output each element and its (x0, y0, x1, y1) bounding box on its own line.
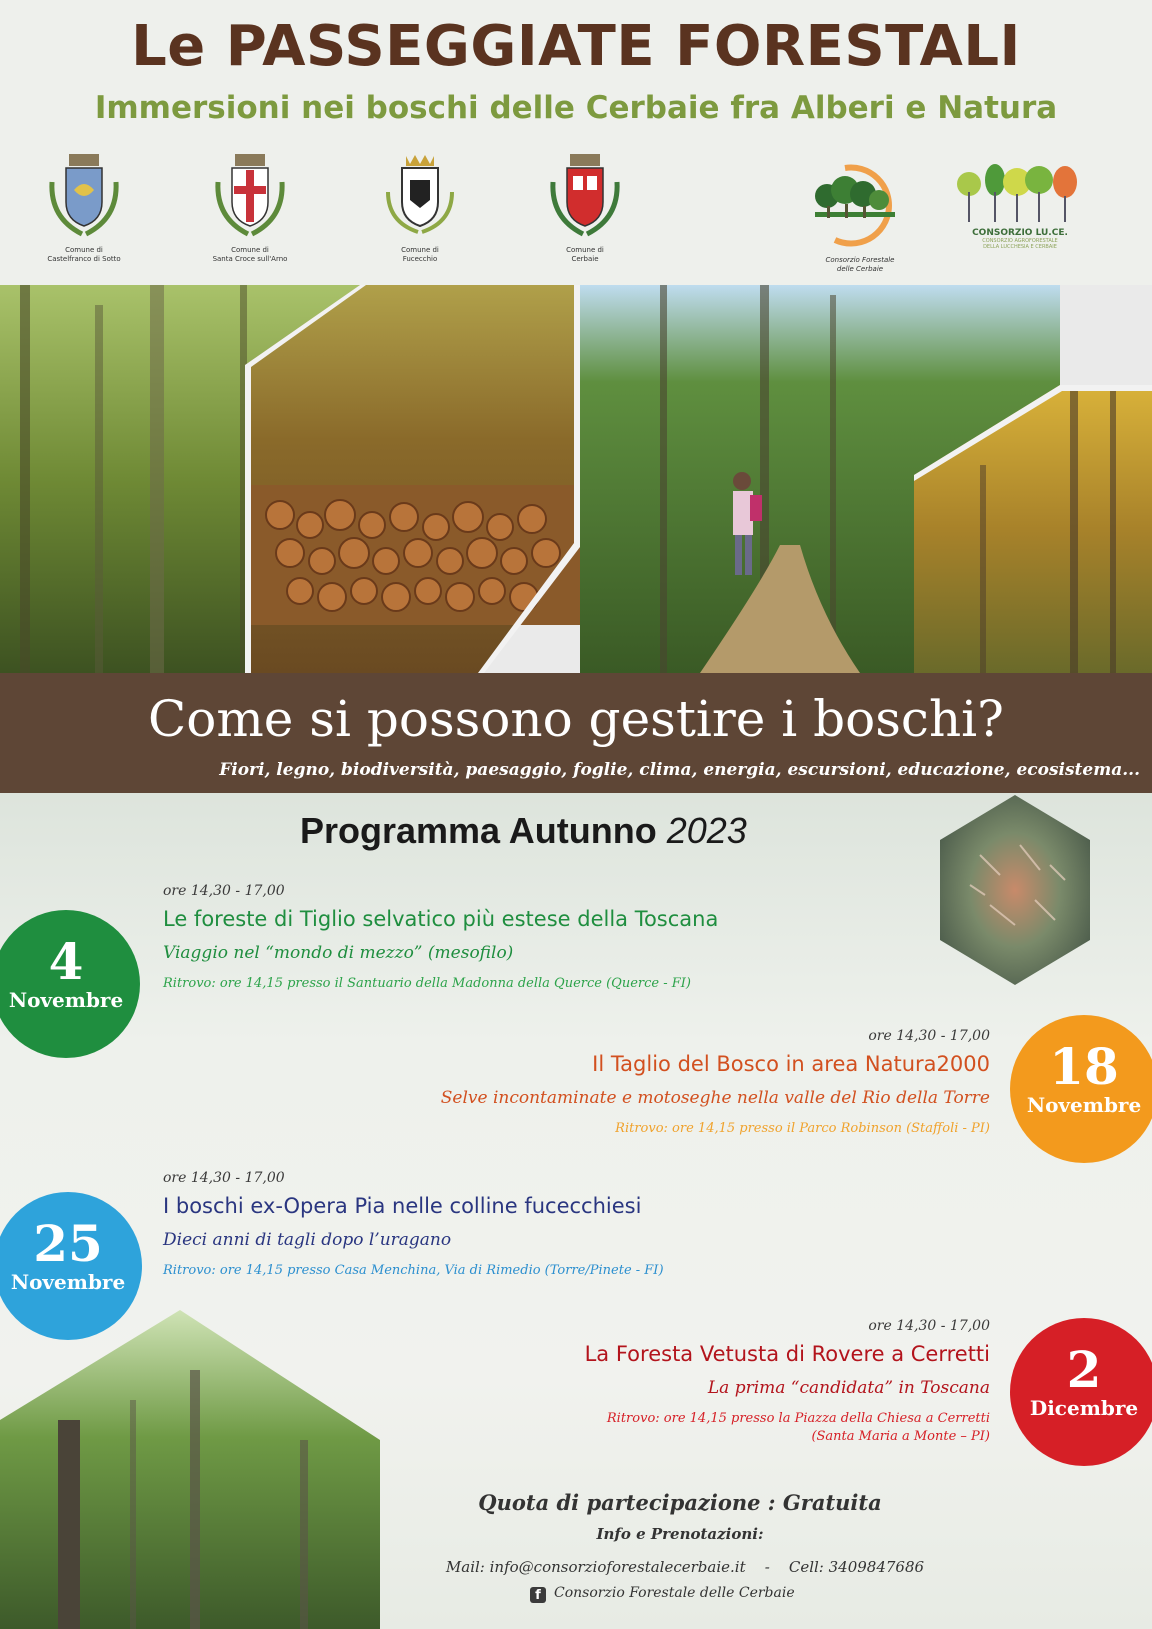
crest-caption: Fucecchio (402, 255, 438, 263)
date-month: Novembre (8, 988, 124, 1012)
crest-caption: Comune di (401, 246, 439, 254)
facebook-line[interactable] (530, 1585, 795, 1603)
contact-separator: - (764, 1558, 770, 1576)
crest-fucecchio (360, 152, 480, 264)
programma-heading (300, 810, 747, 852)
crest-santa-croce (190, 152, 310, 264)
crest-caption: Castelfranco di Sotto (47, 255, 121, 263)
event-meeting: Ritrovo: ore 14,15 presso il Santuario della Madonna della Querce (Querce - FI) (163, 976, 691, 991)
event-subtitle: La prima “candidata” in Toscana (707, 1378, 990, 1398)
date-day: 25 (33, 1214, 103, 1273)
event-meeting: Ritrovo: ore 14,15 presso Casa Menchina, Via di Rimedio (Torre/Pinete - FI) (163, 1263, 664, 1278)
chestnut-hexagon-photo (940, 795, 1090, 985)
info-heading: Info e Prenotazioni: (596, 1525, 764, 1543)
date-badge-25-novembre (0, 1192, 142, 1340)
date-badge-2-dicembre (1010, 1318, 1152, 1466)
event-title: Le foreste di Tiglio selvatico più estese della Toscana (163, 907, 719, 931)
date-day: 18 (1049, 1037, 1119, 1096)
event-time: ore 14,30 - 17,00 (868, 1028, 990, 1044)
event-3 (163, 1170, 664, 1280)
event-title: La Foresta Vetusta di Rovere a Cerretti (584, 1342, 990, 1366)
date-day: 2 (1066, 1340, 1102, 1399)
date-month: Dicembre (1029, 1396, 1139, 1420)
event-time: ore 14,30 - 17,00 (163, 883, 285, 899)
crest-caption: Comune di (231, 246, 269, 254)
question-heading: Come si possono gestire i boschi? (148, 690, 1004, 748)
programma-year: 2023 (666, 810, 747, 851)
event-title: I boschi ex-Opera Pia nelle colline fucecchiesi (163, 1194, 642, 1218)
event-meeting (300, 1410, 990, 1446)
event-time: ore 14,30 - 17,00 (868, 1318, 990, 1334)
logo-caption: DELLA LUCCHESIA E CERBAIE (983, 244, 1057, 250)
date-badge-18-novembre (1010, 1015, 1152, 1163)
facebook-icon: f (530, 1587, 546, 1603)
municipal-crest-icon (210, 152, 290, 242)
event-2 (300, 1028, 990, 1138)
event-meeting-line: (Santa Maria a Monte – PI) (811, 1429, 990, 1444)
event-meeting-line: Ritrovo: ore 14,15 presso la Piazza della Chiesa a Cerretti (606, 1411, 990, 1426)
municipal-crest-icon (545, 152, 625, 242)
poster-subtitle: Immersioni nei boschi delle Cerbaie fra Alberi e Natura (94, 90, 1058, 126)
crest-castelfranco (24, 152, 144, 264)
date-day: 4 (48, 932, 84, 991)
municipal-crest-icon (44, 152, 124, 242)
date-month: Novembre (1026, 1093, 1142, 1117)
poster-title: Le PASSEGGIATE FORESTALI (131, 14, 1021, 79)
logo-consorzio-luce (955, 162, 1085, 250)
facebook-page-name[interactable]: Consorzio Forestale delle Cerbaie (554, 1585, 795, 1601)
event-subtitle: Selve incontaminate e motoseghe nella valle del Rio della Torre (440, 1088, 990, 1108)
event-time: ore 14,30 - 17,00 (163, 1170, 285, 1186)
keywords-line: Fiori, legno, biodiversità, paesaggio, foglie, clima, energia, escursioni, educazione, ecosistema... (219, 760, 1140, 780)
programma-label: Programma Autunno (300, 810, 657, 851)
contact-line (380, 1558, 990, 1576)
event-subtitle: Dieci anni di tagli dopo l’uragano (163, 1230, 452, 1250)
logo-caption: Consorzio Forestale (825, 256, 895, 264)
event-subtitle: Viaggio nel “mondo di mezzo” (mesofilo) (163, 943, 514, 963)
crest-cerbaie (525, 152, 645, 264)
email-link[interactable]: Mail: info@consorzioforestalecerbaie.it (445, 1558, 746, 1576)
municipal-crest-icon (380, 152, 460, 242)
date-month: Novembre (10, 1270, 126, 1294)
participation-fee: Quota di partecipazione : Gratuita (478, 1490, 882, 1515)
forest-photo-collage (0, 285, 1152, 673)
event-meeting: Ritrovo: ore 14,15 presso il Parco Robinson (Staffoli - PI) (615, 1121, 990, 1136)
crest-caption: Cerbaie (571, 255, 599, 263)
crest-caption: Santa Croce sull'Arno (212, 255, 288, 263)
forest-trees-logo-icon (805, 162, 915, 250)
logo-name: CONSORZIO LU.CE. (972, 228, 1068, 238)
colored-trees-logo-icon (955, 162, 1085, 224)
event-1 (163, 883, 718, 993)
event-title: Il Taglio del Bosco in area Natura2000 (592, 1052, 990, 1076)
event-4 (300, 1318, 990, 1446)
phone-link[interactable]: Cell: 3409847686 (788, 1558, 925, 1576)
logo-consorzio-forestale (795, 162, 925, 274)
crest-caption: Comune di (65, 246, 103, 254)
logo-caption: CONSORZIO AGROFORESTALE (982, 238, 1058, 244)
logo-caption: delle Cerbaie (836, 265, 884, 273)
crest-caption: Comune di (566, 246, 604, 254)
